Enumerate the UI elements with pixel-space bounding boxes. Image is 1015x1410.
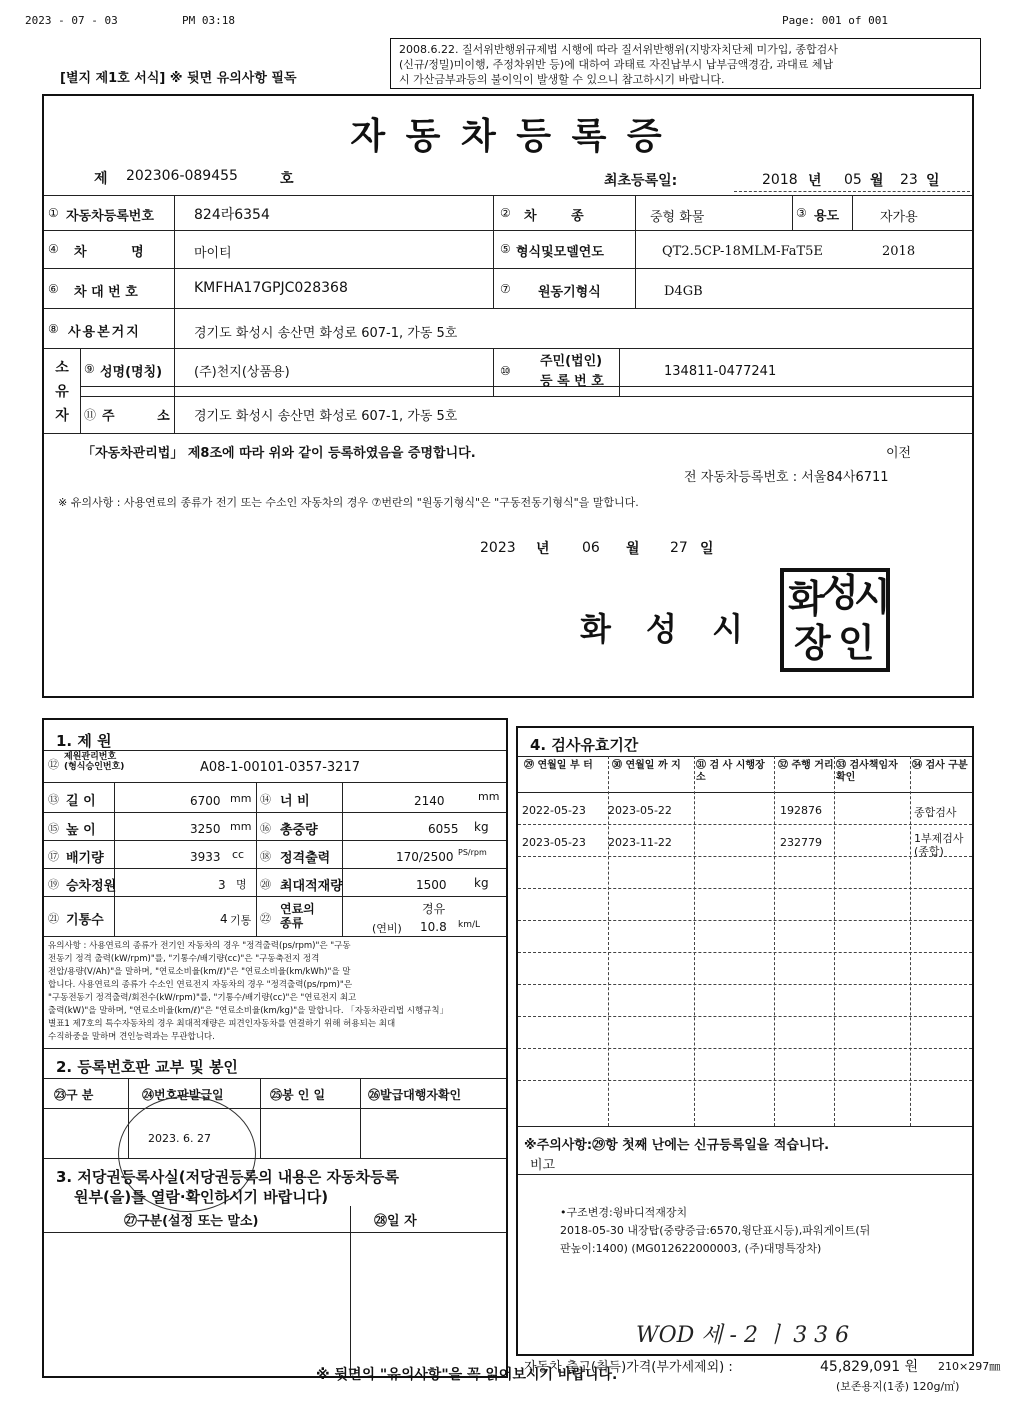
lien-col-date: ㉘일 자 <box>374 1214 417 1229</box>
inspection-section-title: 4. 검사유효기간 <box>530 736 639 754</box>
efficiency-unit: km/L <box>458 920 481 930</box>
vin-value: KMFHA17GPJC028368 <box>194 280 348 296</box>
issue-month-unit: 월 <box>626 541 640 557</box>
certification-statement: 「자동차관리법」 제8조에 따라 위와 같이 등록하였음을 증명합니다. <box>82 446 476 461</box>
plates-col-agent-check: ㉖발급대행자확인 <box>368 1088 462 1102</box>
length-value: 6700 <box>190 794 221 808</box>
rule <box>44 348 972 349</box>
transfer-label: 이전 <box>886 446 912 461</box>
row-num-5: ⑤ <box>500 242 511 256</box>
width-label: 너 비 <box>280 794 310 809</box>
specs-section-title: 1. 제 원 <box>56 732 112 750</box>
fine-print-line-6: 출력(kW)"을 말하며, "연료소비율(km/ℓ)"은 "연료소비율(km/kg)"을 말합니다. 「자동차관리법 시행규칙」 <box>48 1006 449 1016</box>
plates-col-category: ㉓구 분 <box>54 1088 94 1102</box>
spec-num-13: ⑬ <box>48 793 59 806</box>
model-label: 차 명 <box>74 245 144 260</box>
fine-print-line-3: 전압/용량(V/Ah)"을 말하며, "연료소비율(km/ℓ)"은 "연료소비율(km/kWh)"을 말 <box>48 967 351 977</box>
handwritten-note: WOD 세 - 2 ㅣ 3 3 6 <box>636 1323 850 1348</box>
plates-section-title: 2. 등록번호판 교부 및 봉인 <box>56 1058 238 1076</box>
gross-weight-label: 총중량 <box>280 823 318 838</box>
rule <box>493 348 494 396</box>
fine-print-line-5: "구동전동기 정격출력/회전수(kW/rpm)"를, "기통수/배기량(cc)"은 "연료전지 최고 <box>48 993 357 1003</box>
inspection-col-checker: ㉝ 검사책임자 확인 <box>836 760 898 783</box>
specs-box <box>42 718 508 1378</box>
spec-num-12: ⑫ <box>48 758 59 771</box>
certificate-title: 자 동 차 등 록 증 <box>350 115 666 157</box>
spec-num-15: ⑮ <box>48 822 59 835</box>
power-unit: PS/rpm <box>458 848 487 857</box>
owner-side-label: 소 유 자 <box>55 360 69 424</box>
first-reg-label: 최초등록일: <box>604 173 678 189</box>
inspection-row-1-to: 2023-05-22 <box>608 804 672 817</box>
seal-char-4: 장 <box>794 620 831 665</box>
header-time: PM 03:18 <box>182 14 235 27</box>
rule <box>518 1174 972 1175</box>
fine-print-line-1: 유의사항 : 사용연료의 종류가 전기인 자동차의 경우 "정격출력(ps/rpm)"은 "구동 <box>48 941 351 951</box>
seal-char-1: 화 <box>788 576 825 621</box>
paper-size: 210×297㎜ <box>938 1360 1001 1373</box>
rule <box>44 1048 506 1049</box>
first-reg-underline <box>734 191 970 192</box>
owner-address-value: 경기도 화성시 송산면 화성로 607-1, 가동 5호 <box>194 409 458 424</box>
spec-num-19: ⑲ <box>48 878 59 891</box>
power-label: 정격출력 <box>280 851 331 866</box>
previous-reg-number: 전 자동차등록번호 : 서울84사6711 <box>684 470 889 485</box>
mgmt-no-value: A08-1-00101-0357-3217 <box>200 760 360 775</box>
owner-name-label: 성명(명칭) <box>100 365 163 380</box>
issue-day-unit: 일 <box>700 541 714 557</box>
rule <box>518 1126 972 1127</box>
fine-print-line-4: 합니다. 사용연료의 종류가 수소인 연료전지 자동차의 경우 "정격출력(ps/rpm)"은 <box>48 980 353 990</box>
inspection-box <box>516 726 974 1356</box>
issue-year: 2023 <box>480 540 516 556</box>
row-num-6: ⑥ <box>48 282 59 296</box>
displacement-unit: cc <box>232 848 245 861</box>
rule <box>360 1078 361 1158</box>
vin-label: 차 대 번 호 <box>74 285 138 300</box>
issue-year-unit: 년 <box>536 541 550 557</box>
first-reg-month: 05 <box>844 172 862 188</box>
spec-num-18: ⑱ <box>260 850 271 863</box>
remarks-line-1: •구조변경:윙바디적재장치 <box>560 1206 688 1219</box>
model-year-value: 2018 <box>882 244 916 259</box>
first-reg-day-unit: 일 <box>926 173 940 189</box>
paper-spec: (보존용지(1종) 120g/㎡) <box>836 1380 960 1393</box>
inspection-col-mileage: ㉜ 주행 거리 <box>778 760 834 771</box>
cylinders-label: 기통수 <box>66 913 104 928</box>
rule <box>260 1078 261 1158</box>
seats-unit: 명 <box>236 878 247 891</box>
rule <box>44 936 506 937</box>
base-value: 경기도 화성시 송산면 화성로 607-1, 가동 5호 <box>194 326 458 341</box>
width-value: 2140 <box>414 794 445 808</box>
owner-address-label: 주 소 <box>102 409 170 424</box>
rule <box>518 984 972 985</box>
lien-section-title-2: 원부(을)를 열람·확인하시기 바랍니다) <box>74 1188 329 1206</box>
inspection-caution: ※주의사항:㉙항 첫째 난에는 신규등록일을 적습니다. <box>524 1138 830 1153</box>
height-value: 3250 <box>190 822 221 836</box>
length-label: 길 이 <box>66 794 96 809</box>
notice-box <box>390 38 981 89</box>
inspection-row-2-kind: 1부제검사(종합) <box>914 832 964 858</box>
rule <box>518 756 972 757</box>
seal-char-5: 인 <box>838 620 875 665</box>
model-value: 마이티 <box>194 246 232 261</box>
rule <box>44 230 972 231</box>
rule <box>834 756 835 1126</box>
rule <box>852 195 853 230</box>
price-label: 자동차 출고(취득)가격(부가세제외) : <box>524 1360 733 1375</box>
plates-col-seal-date: ㉕봉 인 일 <box>270 1088 326 1102</box>
rule <box>518 1080 972 1081</box>
rule <box>518 824 972 825</box>
rule <box>792 195 793 230</box>
first-reg-month-unit: 월 <box>870 173 884 189</box>
fine-print-line-8: 수직하중을 말하며 견인능력과는 무관합니다. <box>48 1032 215 1042</box>
first-reg-year: 2018 <box>762 172 798 188</box>
rule <box>44 750 506 751</box>
reg-no-label: 자동차등록번호 <box>66 209 154 224</box>
rule <box>44 1108 506 1109</box>
form-value: QT2.5CP-18MLM-FaT5E <box>662 244 823 259</box>
inspection-col-kind: ㉞ 검사 구분 <box>912 760 968 771</box>
seal-char-2: 성 <box>822 570 859 615</box>
seats-value: 3 <box>218 878 226 892</box>
certificate-number: 202306-089455 <box>126 168 238 184</box>
row-num-4: ④ <box>48 242 59 256</box>
rule <box>342 782 343 936</box>
rule <box>518 952 972 953</box>
cylinders-unit: 기통 <box>230 914 252 927</box>
inspection-row-2-from: 2023-05-23 <box>522 836 586 849</box>
rule <box>635 195 636 309</box>
rule <box>518 920 972 921</box>
issue-day: 27 <box>670 540 688 556</box>
owner-id-value: 134811-0477241 <box>664 364 777 379</box>
rule <box>518 1016 972 1017</box>
plates-col-issue-date: ㉔번호판발급일 <box>142 1088 224 1102</box>
rule <box>44 268 972 269</box>
spec-num-22: ㉒ <box>260 912 271 925</box>
rule <box>44 195 972 196</box>
height-label: 높 이 <box>66 823 96 838</box>
seal-char-3: 시 <box>854 574 891 619</box>
owner-id-label-1: 주민(법인) <box>540 354 603 369</box>
spec-num-17: ⑰ <box>48 850 59 863</box>
rule <box>80 348 81 433</box>
displacement-value: 3933 <box>190 850 221 864</box>
row-num-2: ② <box>500 206 511 220</box>
inspection-row-1-kind: 종합검사 <box>914 806 957 819</box>
rule <box>694 756 695 1126</box>
inspection-row-1-mileage: 192876 <box>780 804 822 817</box>
inspection-row-1-from: 2022-05-23 <box>522 804 586 817</box>
footer-note: ※ 뒷면의 "유의사항"을 꼭 읽어보시기 바랍니다. <box>316 1367 618 1383</box>
certificate-box <box>42 94 974 698</box>
rule <box>518 1048 972 1049</box>
row-num-9: ⑨ <box>84 362 95 376</box>
rule <box>774 756 775 1126</box>
price-value: 45,829,091 원 <box>820 1359 919 1375</box>
first-reg-day: 23 <box>900 172 918 188</box>
max-load-unit: kg <box>474 876 489 890</box>
height-unit: mm <box>230 820 252 833</box>
rule <box>350 1206 351 1376</box>
rule <box>518 888 972 889</box>
row-num-8: ⑧ <box>48 322 59 336</box>
base-label: 사용본거지 <box>68 325 141 340</box>
remarks-label: 비고 <box>530 1158 556 1173</box>
inspection-col-to: ㉚ 연월일 까 지 <box>612 760 681 771</box>
notice-line-1: 2008.6.22. 질서위반행위규제법 시행에 따라 질서위반행위(지방자치단체 미가입, 종합검사 <box>399 43 838 56</box>
header-page: Page: 001 of 001 <box>782 14 888 27</box>
displacement-label: 배기량 <box>66 851 104 866</box>
specs-fine-print <box>48 940 448 1044</box>
form-label: [별지 제1호 서식] ※ 뒷면 유의사항 필독 <box>60 71 297 86</box>
owner-name-value: (주)천지(상품용) <box>194 365 290 380</box>
issue-month: 06 <box>582 540 600 556</box>
rule <box>910 756 911 1126</box>
rule <box>518 792 972 793</box>
gross-weight-unit: kg <box>474 820 489 834</box>
rule <box>256 782 257 936</box>
no-prefix: 제 <box>94 171 108 187</box>
spec-num-16: ⑯ <box>260 822 271 835</box>
inspection-col-from: ㉙ 연월일 부 터 <box>524 760 593 771</box>
remarks-line-2: 2018-05-30 내장탑(중량증급:6570,윙단표시등),파워게이트(뒤 <box>560 1224 871 1237</box>
rule <box>44 1232 506 1233</box>
rule <box>80 396 972 397</box>
notice-line-3: 시 가산금부과등의 불이익이 발생할 수 있으니 참고하시기 바랍니다. <box>399 73 725 86</box>
spec-num-21: ㉑ <box>48 912 59 925</box>
engine-value: D4GB <box>664 284 703 299</box>
header-date: 2023 - 07 - 03 <box>25 14 118 27</box>
mgmt-no-label: 제원관리번호 (형식승인번호) <box>64 752 125 772</box>
notice-line-2: (신규/정밀)미이행, 주정차위반 등)에 대하여 과태료 자진납부시 납부금액경감, 과대료 체납 <box>399 58 834 71</box>
efficiency-label: (연비) <box>372 922 402 935</box>
rule <box>80 386 972 387</box>
efficiency-value: 10.8 <box>420 920 447 934</box>
rule <box>518 856 972 857</box>
inspection-row-2-mileage: 232779 <box>780 836 822 849</box>
engine-label: 원동기형식 <box>538 285 601 300</box>
inspection-row-2-to: 2023-11-22 <box>608 836 672 849</box>
remarks-line-3: 판높이:1400) (MG012622000003, (주)대명특장차) <box>560 1242 822 1255</box>
reg-no-value: 824라6354 <box>194 207 270 223</box>
vehicle-type-label: 차 종 <box>524 209 584 224</box>
rule <box>44 433 972 434</box>
seats-label: 승차정원 <box>66 879 117 894</box>
form-year-label: 형식및모델연도 <box>516 245 604 260</box>
use-label: 용도 <box>814 209 840 224</box>
issuer-name: 화 성 시 <box>580 610 756 648</box>
rule <box>44 1078 506 1079</box>
row-num-1: ① <box>48 206 59 220</box>
power-value: 170/2500 <box>396 850 454 864</box>
fuel-label: 연료의 종류 <box>280 902 315 930</box>
official-seal <box>780 568 890 672</box>
rule <box>114 782 115 936</box>
rule <box>174 195 175 433</box>
row-num-10: ⑩ <box>500 364 511 378</box>
width-unit: mm <box>478 790 500 803</box>
max-load-value: 1500 <box>416 878 447 892</box>
row-num-3: ③ <box>796 206 807 220</box>
fine-print-line-7: 별표1 제7호의 특수자동차의 경우 최대적재량은 피견인자동차를 연결하기 위해 허용되는 최대 <box>48 1019 396 1029</box>
owner-id-label-2: 등 록 번 호 <box>540 374 604 389</box>
rule <box>493 195 494 309</box>
first-reg-year-unit: 년 <box>808 173 822 189</box>
max-load-label: 최대적재량 <box>280 879 343 894</box>
rule <box>44 308 972 309</box>
use-value: 자가용 <box>880 210 918 225</box>
inspection-col-place: ㉛ 검 사 시행장소 <box>696 760 765 783</box>
fine-print-line-2: 전동기 정격 출력(kW/rpm)"를, "기통수/배기량(cc)"은 "구동축전지 정격 <box>48 954 320 964</box>
certificate-note: ※ 유의사항 : 사용연료의 종류가 전기 또는 수소인 자동차의 경우 ⑦번란의 "원동기형식"은 "구동전동기형식"을 말합니다. <box>58 496 639 509</box>
rule <box>619 348 620 396</box>
lien-section-title: 3. 저당권등록사실(저당권등록의 내용은 자동차등록 <box>56 1168 399 1186</box>
plate-seal-date: 2023. 6. 27 <box>148 1132 211 1145</box>
rule <box>44 1158 506 1159</box>
cylinders-value: 4 <box>220 912 228 926</box>
length-unit: mm <box>230 792 252 805</box>
row-num-7: ⑦ <box>500 282 511 296</box>
fuel-value: 경유 <box>422 902 446 916</box>
lien-col-type: ㉗구분(설정 또는 말소) <box>124 1214 259 1229</box>
vehicle-type-value: 중형 화물 <box>650 210 705 225</box>
row-num-11: ⑪ <box>84 408 97 422</box>
spec-num-20: ⑳ <box>260 878 271 891</box>
spec-num-14: ⑭ <box>260 793 271 806</box>
gross-weight-value: 6055 <box>428 822 459 836</box>
no-suffix: 호 <box>280 171 294 187</box>
